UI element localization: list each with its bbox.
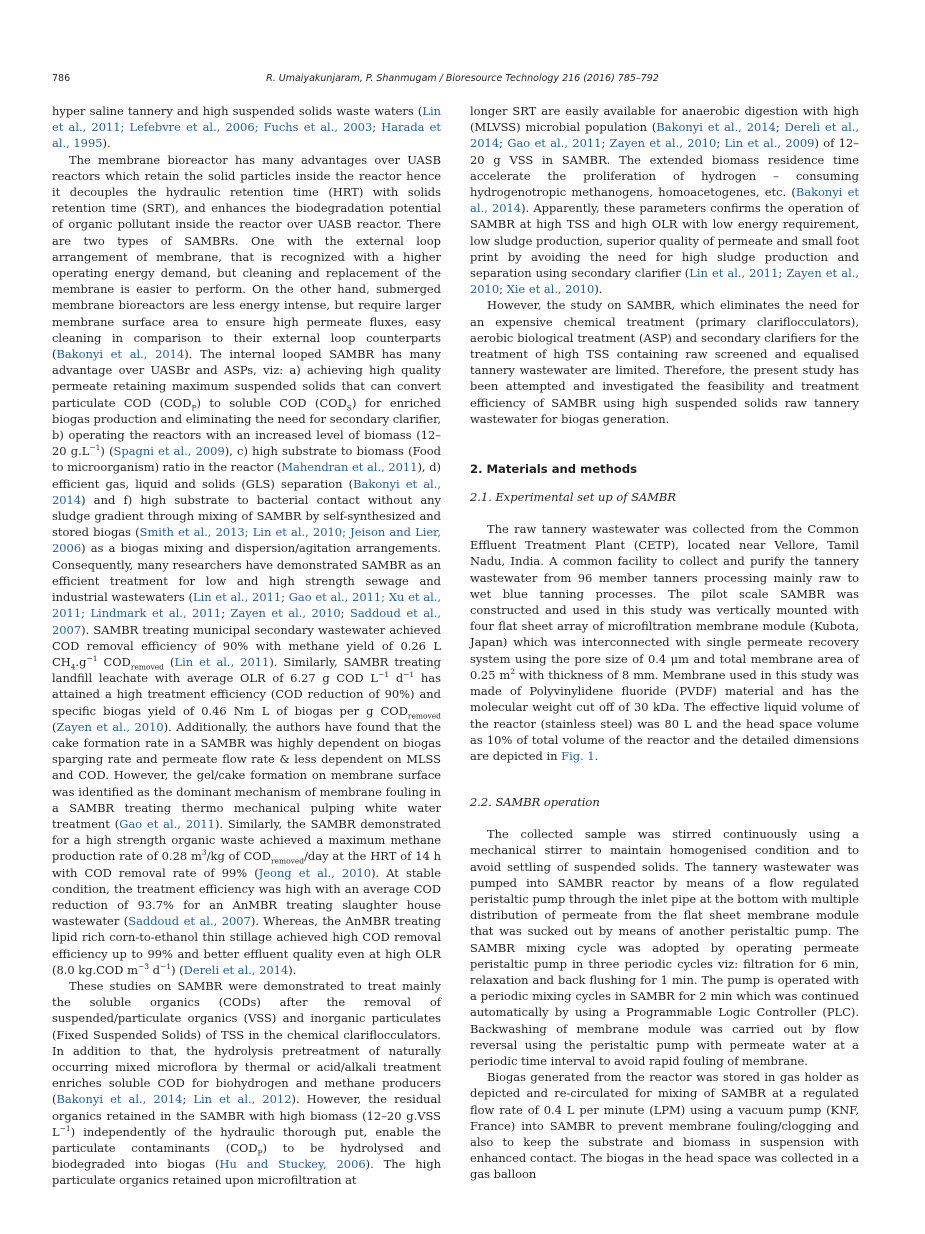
paragraph: hyper saline tannery and high suspended solids waste waters (Lin et al., 2011; Lefebvre et al., 2006; Fuchs et al., 2003; Harada et al., 1995). xyxy=(52,104,441,151)
citation-link[interactable]: Lin et al., 2011; Lefebvre et al., 2006; Fuchs et al., 2003 xyxy=(52,104,441,135)
left-column xyxy=(52,103,441,1189)
paragraph: The collected sample was stirred continuously using a mechanical stirrer to maintain homogenised condition and to avoid settling of suspended solids. The tannery wastewater was pumped into SAMBR reactor by means of a flow regulated peristaltic pump through the inlet pipe at the bottom with multiple distribution of permeate from the flat sheet membrane module that was sucked out by means of another peristaltic pump. The SAMBR mixing cycle was adopted by operating permeate peristaltic pump in three periodic cycles viz: filtration for 6 min, relaxation and back flushing for 1 min. The pump is operated with a periodic mixing cycles in SAMBR for 2 min which was continued automatically by using a Programmable Logic Controller (PLC). Backwashing of membrane module was carried out by flow reversal using the peristaltic pump with permeate water at a periodic time interval to avoid rapid fouling of membrane. xyxy=(470,827,859,1068)
paragraph: The raw tannery wastewater was collected from the Common Effluent Treatment Plant (CETP), located near Vellore, Tamil Nadu, India. A common facility to collect and purify the tannery wastewater from 96 member tanners processing mainly raw to wet blue tanning processes. The pilot scale SAMBR was constructed and used in this study was vertically mounted with four flat sheet array of microfiltration membrane module (Kubota, Japan) which was interconnected with single permeate recovery system using the pore size of 0.4 μm and total membrane area of 0.25 $m^2$ with thickness of 8 mm. Membrane used in this study was made of Polyvinylidene fluoride (PVDF) material and has the molecular weight cut off of 30 kDa. The effective liquid volume of the reactor (stainless steel) was 80 L and the head space volume as 10% of total volume of the reactor and the detailed dimensions are depicted in Fig. 1. xyxy=(470,522,859,763)
running-title: R. Umaiyakunjaram, P. Shanmugam / Bioresource Technology 216 (2016) 785–792 xyxy=(266,73,659,84)
paragraph: These studies on SAMBR were demonstrated to treat mainly the soluble organics (CODs) after the removal of suspended/particulate organics (VSS) and inorganic particulates (Fixed Suspended Solids) of TSS in the chemical clariflocculators. In addition to that, the hydrolysis pretreatment of naturally occurring mixed microflora by thermal or acid/alkali treatment enriches soluble COD for biohydrogen and methane producers (Bakonyi et al., 2014; Lin et al., 2012). However, the residual organics retained in the SAMBR with high biomass (12–20 g.VSS $L^{-1}$) independently of the hydraulic thorough put, enable the particulate contaminants $(COD_P)$ to be hydrolysed and biodegraded into biogas (Hu and Stuckey, 2006). The high particulate organics retained upon microfiltration at xyxy=(52,978,442,1188)
citation-link[interactable]: Bakonyi et al., 2014 xyxy=(470,185,860,216)
citation-link[interactable]: Saddoud et al., 2007 xyxy=(52,606,441,637)
subsection-heading: 2.2. SAMBR operation xyxy=(470,795,600,810)
citation-link[interactable]: Gao et al., 2011 xyxy=(507,136,602,151)
subsection-heading: 2.1. Experimental set up of SAMBR xyxy=(470,490,676,505)
citation-link[interactable]: Lin et al., 2011; Gao et al., 2011; Xu et al., 2011; Lindmark et al., 2011 xyxy=(52,590,442,621)
citation-link[interactable]: Zayen et al., 2010 xyxy=(470,266,859,297)
citation-link[interactable]: Bakonyi et al., 2014 xyxy=(656,120,776,135)
right-column xyxy=(470,103,859,1183)
page-number: 786 xyxy=(52,73,71,84)
citation-link[interactable]: Jeong et al., 2010 xyxy=(258,865,372,880)
citation-link[interactable]: Zayen et al., 2010 xyxy=(230,606,341,621)
citation-link[interactable]: Dereli et al., 2014 xyxy=(183,962,289,977)
page-header xyxy=(52,73,873,87)
citation-link[interactable]: Saddoud et al., 2007 xyxy=(128,914,251,929)
citation-link[interactable]: Smith et al., 2013; Lin et al., 2010; Jeison and Lier, 2006 xyxy=(52,525,441,556)
paragraph: Biogas generated from the reactor was stored in gas holder as depicted and re-circulated for mixing of SAMBR at a regulated flow rate of 0.4 L per minute (LPM) using a vacuum pump (KNF, France) into SAMBR to prevent membrane fouling/clogging and also to keep the substrate and biomass in suspension with enhanced contact. The biogas in the head space was collected in a gas balloon xyxy=(470,1070,859,1182)
citation-link[interactable]: Bakonyi et al., 2014 xyxy=(52,476,441,507)
citation-link[interactable]: Spagni et al., 2009 xyxy=(113,444,225,459)
citation-link[interactable]: Dereli et al., 2014 xyxy=(470,120,859,151)
paragraph: The membrane bioreactor has many advantages over UASB reactors which retain the solid particles inside the reactor hence it decouples the hydraulic retention time (HRT) with solids retention time (SRT), and enhances the biodegradation potential of organic pollutant inside the reactor over UASB reactor. There are two types of SAMBRs. One with the external loop arrangement of membrane, that is recognized with a higher operating energy demand, but cleaning and replacement of the membrane is easier to perform. On the other hand, submerged membrane bioreactors are less energy intense, but require larger membrane surface area to ensure high permeate fluxes, easy cleaning in comparison to their external loop counterparts (Bakonyi et al., 2014). The internal looped SAMBR has many advantage over UASBr and ASPs, viz: a) achieving high quality permeate retaining maximum suspended solids that can convert particulate COD $(COD_P)$ to soluble COD $(COD_S)$ for enriched biogas production and eliminating the need for secondary clarifier, b) operating the reactors with an increased level of biomass (12–20 $g.L^{-1}$) (Spagni et al., 2009), c) high substrate to biomass (Food to microorganism) ratio in the reactor (Mahendran et al., 2011), d) efficient gas, liquid and solids (GLS) separation (Bakonyi et al., 2014) and f) high substrate to bacterial contact without any sludge gradient through mixing of SAMBR by self-synthesized and stored biogas (Smith et al., 2013; Lin et al., 2010; Jeison and Lier, 2006) as a biogas mixing and dispersion/agitation arrangements. Consequently, many researchers have demonstrated SAMBR as an efficient treatment for low and high strength sewage and industrial wastewaters (Lin et al., 2011; Gao et al., 2011; Xu et al., 2011; Lindmark et al., 2011; Zayen et al., 2010; Saddoud et al., 2007). SAMBR treating municipal secondary wastewater achieved COD removal efficiency of 90% with methane yield of 0.26 L $CH_4.g^{-1}$ $COD_{removed}$ (Lin et al., 2011). Similarly, SAMBR treating landfill leachate with average OLR of 6.27 g COD $L^{-1}$ $d^{-1}$ has attained a high treatment efficiency (COD reduction of 90%) and specific biogas yield of 0.46 Nm L of biogas per g $COD_{removed}$ (Zayen et al., 2010). Additionally, the authors have found that the cake formation rate in a SAMBR was highly dependent on biogas sparging rate and permeate flow rate & less dependent on MLSS and COD. However, the gel/cake formation on membrane surface was identified as the dominant mechanism of membrane fouling in a SAMBR treating thermo mechanical pulping white water treatment (Gao et al., 2011). Similarly, the SAMBR demonstrated for a high strength organic waste achieved a maximum methane production rate of 0.28 $m^3/kg$ of $COD_{removed}$/day at the HRT of 14 h with COD removal rate of 99% (Jeong et al., 2010). At stable condition, the treatment efficiency was high with an average COD reduction of 93.7% for an AnMBR treating slaughter house wastewater (Saddoud et al., 2007). Whereas, the AnMBR treating lipid rich corn-to-ethanol thin stillage achieved high COD removal efficiency up to 99% and better effluent quality even at high OLR (8.0 kg.COD $m^{-3}$ $d^{-1}$) (Dereli et al., 2014). xyxy=(52,152,442,977)
paragraph: longer SRT are easily available for anaerobic digestion with high (MLVSS) microbial population (Bakonyi et al., 2014; Dereli et al., 2014; Gao et al., 2011; Zayen et al., 2010; Lin et al., 2009) of 12–20 g VSS in SAMBR. The extended biomass residence time accelerate the proliferation of hydrogen – consuming hydrogenotropic methanogens, homoacetogenes, etc. (Bakonyi et al., 2014). Apparently, these parameters confirms the operation of SAMBR at high TSS and high OLR with low energy requirement, low sludge production, superior quality of permeate and small foot print by avoiding the need for high sludge production and separation using secondary clarifier (Lin et al., 2011; Zayen et al., 2010; Xie et al., 2010). xyxy=(470,104,860,297)
citation-link[interactable]: Hu and Stuckey, 2006 xyxy=(219,1157,366,1172)
citation-link[interactable]: Lin et al., 2011 xyxy=(174,654,270,669)
section-heading: 2. Materials and methods xyxy=(470,462,638,477)
citation-link[interactable]: Bakonyi et al., 2014 xyxy=(56,1092,183,1107)
citation-link[interactable]: Gao et al., 2011 xyxy=(119,816,215,831)
citation-link[interactable]: Lin et al., 2012 xyxy=(193,1092,292,1107)
figure-link[interactable]: Fig. 1 xyxy=(561,748,595,763)
citation-link[interactable]: Lin et al., 2009 xyxy=(724,136,815,151)
citation-link[interactable]: Mahendran et al., 2011 xyxy=(281,460,418,475)
citation-link[interactable]: Zayen et al., 2010 xyxy=(56,719,164,734)
citation-link[interactable]: Bakonyi et al., 2014 xyxy=(56,347,185,362)
citation-link[interactable]: Lin et al., 2011 xyxy=(689,266,779,281)
citation-link[interactable]: Xie et al., 2010 xyxy=(506,282,595,297)
citation-link[interactable]: Zayen et al., 2010 xyxy=(609,136,717,151)
citation-link[interactable]: Harada et al., 1995 xyxy=(52,120,441,151)
paragraph: However, the study on SAMBR, which eliminates the need for an expensive chemical treatment (primary clariflocculators), aerobic biological treatment (ASP) and secondary clarifiers for the treatment of high TSS containing raw screened and equalised tannery wastewater are limited. Therefore, the present study has been attempted and investigated the feasibility and treatment efficiency of SAMBR using high suspended solids raw tannery wastewater for biogas generation. xyxy=(470,298,859,426)
